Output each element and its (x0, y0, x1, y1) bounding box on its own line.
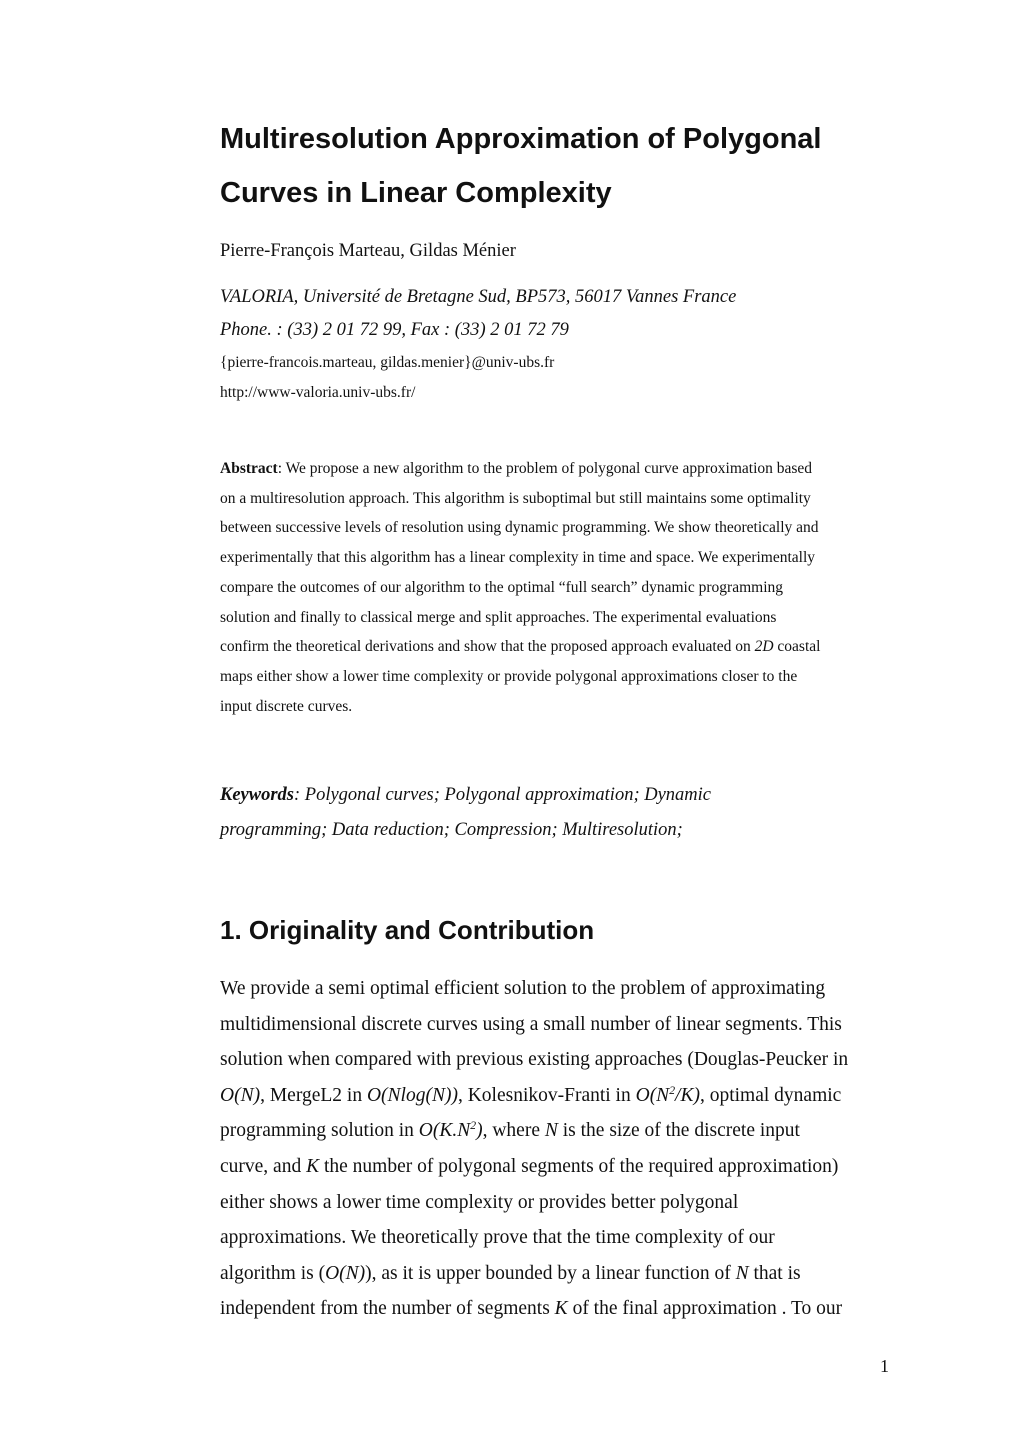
text-segment: O(N (635, 1084, 670, 1106)
text-segment: curve, and (220, 1156, 307, 1177)
paper-title-line-2: Curves in Linear Complexity (220, 177, 612, 209)
body-line (220, 1299, 842, 1319)
text-segment: O(N) (220, 1084, 261, 1106)
url-link[interactable]: http://www-valoria.univ-ubs.fr/ (220, 384, 416, 401)
abstract-line (220, 639, 820, 655)
abstract-line (220, 491, 811, 507)
body-line (220, 1121, 800, 1141)
text-segment: coastal (773, 638, 821, 656)
text-segment: of the final approximation . To our (567, 1298, 843, 1320)
text-segment: confirm the theoretical derivations and show that the proposed approach evaluated on (220, 638, 755, 656)
text-segment: experimentally that this algorithm has a linear complexity in time and space. We experimentally (220, 549, 816, 567)
abstract-line (220, 461, 812, 477)
text-segment: solution and finally to classical merge and split approaches. The experimental evaluations (220, 608, 777, 626)
superscript: 2 (669, 1083, 676, 1097)
text-segment: : Polygonal curves; Polygonal approximation; Dynamic (294, 785, 712, 805)
affiliation: VALORIA, Université de Bretagne Sud, BP573, 56017 Vannes France (220, 287, 737, 307)
section-heading: 1. Originality and Contribution (220, 915, 595, 945)
email: {pierre-francois.marteau, gildas.menier}@univ-ubs.fr (220, 354, 555, 371)
text-segment: independent from the number of segments (220, 1298, 555, 1320)
body-line (220, 1050, 848, 1070)
abstract-line (220, 610, 776, 626)
text-segment: compare the outcomes of our algorithm to the optimal “full search” dynamic programming (220, 578, 783, 596)
text-segment: between successive levels of resolution using dynamic programming. We show theoretically and (220, 519, 819, 537)
page-number: 1 (880, 1356, 889, 1376)
text-segment: , MergeL2 in (260, 1084, 367, 1106)
text-segment: We provide a semi optimal efficient solution to the problem of approximating (220, 978, 826, 999)
text-segment: approximations. We theoretically prove that the time complexity of our (220, 1227, 775, 1249)
paper-title-line-1: Multiresolution Approximation of Polygonal (220, 123, 822, 155)
text-segment: , optimal dynamic (699, 1084, 842, 1106)
text-segment: multidimensional discrete curves using a small number of linear segments. This (220, 1013, 842, 1035)
text-segment: K (554, 1298, 568, 1320)
text-segment: O(K.N (418, 1120, 471, 1142)
bold-label: Abstract (220, 460, 278, 477)
text-segment: is the size of the discrete input (557, 1120, 800, 1142)
text-segment: programming; Data reduction; Compression; Multiresolution; (220, 820, 683, 840)
text-segment: solution when compared with previous existing approaches (Douglas-Peucker in (220, 1049, 849, 1071)
abstract-line (220, 580, 783, 596)
abstract-line (220, 550, 815, 566)
superscript: 2 (470, 1119, 477, 1133)
text-segment: , Kolesnikov-Franti in (457, 1084, 636, 1106)
text-segment: , where (482, 1120, 545, 1142)
text-segment: 2D (754, 638, 774, 656)
text-segment: ) (476, 1120, 483, 1142)
text-segment: on a multiresolution approach. This algorithm is suboptimal but still maintains some optimality (220, 489, 811, 507)
keywords-line (220, 786, 711, 805)
body-line (220, 979, 825, 999)
text-segment: K (306, 1156, 320, 1177)
phone-fax: Phone. : (33) 2 01 72 99, Fax : (33) 2 01 72 79 (220, 320, 569, 340)
body-line (220, 1264, 801, 1284)
body-line (220, 1083, 842, 1106)
text-segment: ), as it is upper bounded by a linear function of (365, 1262, 736, 1284)
text-segment: either shows a lower time complexity or provides better polygonal (220, 1191, 739, 1213)
bold-label: Keywords (220, 785, 294, 805)
abstract-line (220, 520, 819, 536)
text-segment: input discrete curves. (220, 697, 353, 715)
keywords-line (220, 821, 683, 840)
text-segment: : We propose a new algorithm to the problem of polygonal curve approximation based (277, 460, 813, 477)
authors: Pierre-François Marteau, Gildas Ménier (220, 241, 516, 261)
abstract-line (220, 699, 352, 715)
body-line (220, 1228, 775, 1248)
text-segment: algorithm is ( (220, 1262, 326, 1284)
text-segment: N (544, 1120, 558, 1142)
text-segment: O(N) (325, 1262, 366, 1284)
body-line (220, 1193, 738, 1213)
text-segment: programming solution in (220, 1120, 419, 1142)
text-segment: N (735, 1262, 749, 1284)
body-line (220, 1157, 838, 1177)
text-segment: maps either show a lower time complexity or provide polygonal approximations closer to the (220, 667, 798, 685)
abstract-line (220, 669, 797, 685)
body-line (220, 1015, 842, 1035)
text-segment: O(Nlog(N)) (366, 1084, 458, 1106)
text-segment: the number of polygonal segments of the required approximation) (319, 1156, 839, 1177)
text-segment: /K) (675, 1084, 700, 1106)
text-segment: that is (748, 1262, 801, 1284)
